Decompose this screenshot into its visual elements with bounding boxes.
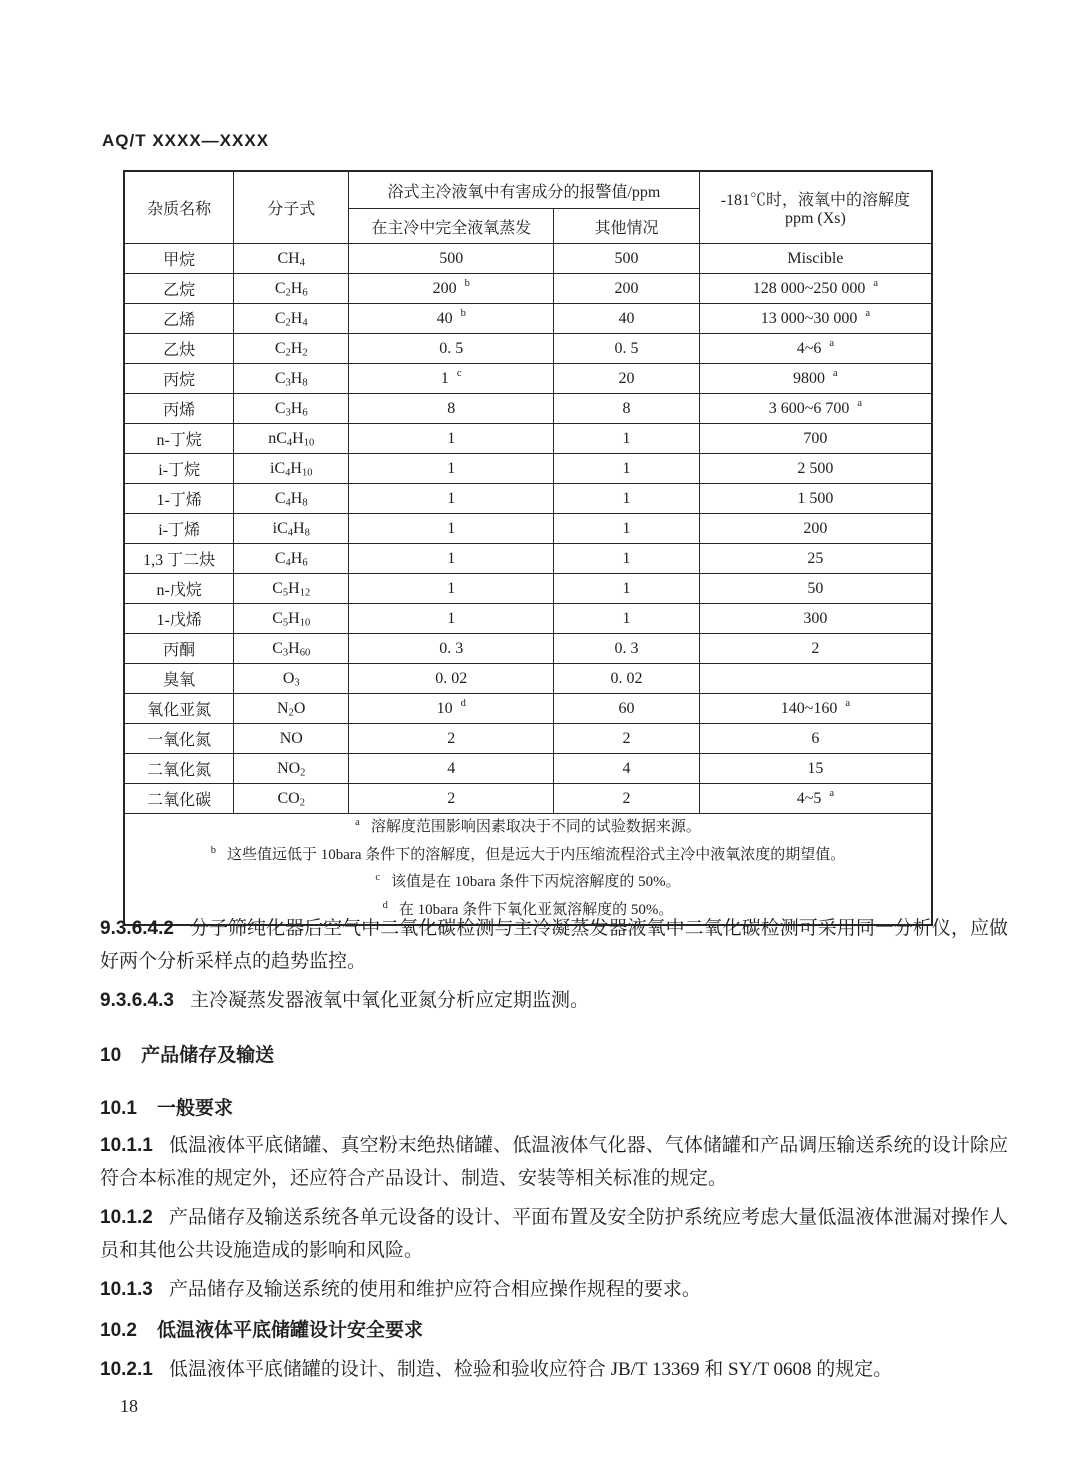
section-heading [100,1092,1008,1125]
clause-number: 10.1 [100,1098,137,1119]
col-header-full-evap: 在主冷中完全液氧蒸发 [349,209,554,244]
table-row [124,604,932,634]
cell-formula: $O_3$ [234,664,349,694]
cell-alarm-full-evap: 10 $^d$ [349,694,554,724]
table-row [124,454,932,484]
cell-alarm-full-evap: 200 $^b$ [349,274,554,304]
cell-formula: $C_4H_6$ [234,544,349,574]
cell-impurity-name: i-丁烷 [124,454,234,484]
col-header-impurity: 杂质名称 [124,171,234,244]
cell-formula: $iC_4H_{10}$ [234,454,349,484]
cell-alarm-other: 2 [554,784,699,814]
table-row [124,634,932,664]
cell-impurity-name: 二氧化碳 [124,784,234,814]
cell-formula: $N_2O$ [234,694,349,724]
page-number: 18 [120,1396,138,1416]
cell-impurity-name: 乙炔 [124,334,234,364]
clause-text: 产品储存及输送 [141,1045,275,1066]
cell-alarm-other: 200 [554,274,699,304]
cell-solubility: 2 500 [699,454,932,484]
footnote-mark: a [865,308,871,320]
cell-alarm-other: 60 [554,694,699,724]
cell-solubility: 25 [699,544,932,574]
impurity-alarm-table [123,170,933,926]
clause-text: 主冷凝蒸发器液氧中氧化亚氮分析应定期监测。 [189,990,589,1011]
cell-impurity-name: 甲烷 [124,244,234,274]
cell-impurity-name: 臭氧 [124,664,234,694]
cell-alarm-other: 8 [554,394,699,424]
table-row [124,514,932,544]
table-row [124,304,932,334]
clause-text: 低温液体平底储罐设计安全要求 [156,1320,423,1341]
clause-paragraph [100,984,1008,1017]
clause-number: 10 [100,1045,122,1066]
cell-impurity-name: i-丁烯 [124,514,234,544]
cell-impurity-name: n-戊烷 [124,574,234,604]
clause-paragraph [100,1353,1008,1386]
cell-alarm-full-evap: 1 [349,484,554,514]
cell-alarm-other: 20 [554,364,699,394]
cell-impurity-name: 乙烯 [124,304,234,334]
clause-number: 10.1.3 [100,1279,153,1300]
cell-solubility: 15 [699,754,932,784]
table-row [124,724,932,754]
col-header-other: 其他情况 [554,209,699,244]
table-row [124,664,932,694]
cell-alarm-other: 0. 3 [554,634,699,664]
cell-alarm-other: 2 [554,724,699,754]
cell-alarm-full-evap: 1 $^c$ [349,364,554,394]
cell-formula: $C_4H_8$ [234,484,349,514]
clause-number: 9.3.6.4.3 [100,990,174,1011]
table-body [124,244,932,814]
cell-solubility: 2 [699,634,932,664]
cell-formula: NO [234,724,349,754]
cell-solubility: 140~160 $^a$ [699,694,932,724]
footnote-mark: b [460,308,466,320]
cell-alarm-full-evap: 2 [349,724,554,754]
cell-solubility: 700 [699,424,932,454]
table-row [124,244,932,274]
table-row [124,394,932,424]
clause-paragraph [100,1201,1008,1267]
cell-impurity-name: 1-丁烯 [124,484,234,514]
cell-alarm-full-evap: 1 [349,544,554,574]
cell-alarm-other: 1 [554,514,699,544]
cell-alarm-full-evap: 1 [349,424,554,454]
footnote-text: 该值是在 10bara 条件下丙烷溶解度的 50%。 [391,874,681,890]
cell-alarm-other: 500 [554,244,699,274]
cell-solubility: 13 000~30 000 $^a$ [699,304,932,334]
cell-solubility: 6 [699,724,932,754]
footnote-text: 在 10bara 条件下氧化亚氮溶解度的 50%。 [398,901,674,918]
clause-text: 低温液体平底储罐、真空粉末绝热储罐、低温液体气化器、气体储罐和产品调压输送系统的设计除应符合本标准的规定外，还应符合产品设计、制造、安装等相关标准的规定。 [100,1135,1008,1189]
footnote-text: 溶解度范围影响因素取决于不同的试验数据来源。 [370,819,701,835]
footnote-mark: a [845,698,851,710]
cell-formula: $C_2H_6$ [234,274,349,304]
cell-formula: $nC_4H_{10}$ [234,424,349,454]
cell-impurity-name: 乙烷 [124,274,234,304]
cell-impurity-name: 丙烯 [124,394,234,424]
table-header [124,171,932,244]
table-row [124,574,932,604]
table-footnote [127,869,929,897]
cell-solubility: 200 [699,514,932,544]
cell-alarm-full-evap: 0. 5 [349,334,554,364]
footnote-mark: a [829,338,835,350]
table-footnote [127,814,929,842]
cell-alarm-full-evap: 0. 02 [349,664,554,694]
cell-formula: $CO_2$ [234,784,349,814]
cell-solubility: 4~6 $^a$ [699,334,932,364]
cell-alarm-other: 4 [554,754,699,784]
clause-number: 10.1.1 [100,1135,153,1156]
cell-formula: $C_5H_{10}$ [234,604,349,634]
cell-solubility: 9800 $^a$ [699,364,932,394]
footnote-mark: c [456,368,462,380]
cell-solubility: 4~5 $^a$ [699,784,932,814]
cell-impurity-name: 丙酮 [124,634,234,664]
cell-solubility: 1 500 [699,484,932,514]
cell-formula: $C_3H_6$ [234,394,349,424]
body-content [100,912,1008,1392]
col-header-solubility [699,171,932,244]
clause-text: 低温液体平底储罐的设计、制造、检验和验收应符合 JB/T 13369 和 SY/T 0608 的规定。 [168,1359,893,1380]
cell-solubility: 3 600~6 700 $^a$ [699,394,932,424]
table-row [124,784,932,814]
clause-text: 一般要求 [156,1098,233,1119]
cell-formula: $C_5H_{12}$ [234,574,349,604]
cell-impurity-name: 氧化亚氮 [124,694,234,724]
cell-alarm-other: 40 [554,304,699,334]
table-row [124,484,932,514]
cell-impurity-name: 一氧化氮 [124,724,234,754]
cell-alarm-other: 1 [554,604,699,634]
cell-formula: $C_2H_2$ [234,334,349,364]
footnote-mark: c [375,872,381,883]
table-footer [124,814,932,926]
cell-alarm-full-evap: 500 [349,244,554,274]
section-heading [100,1314,1008,1347]
cell-alarm-full-evap: 8 [349,394,554,424]
footnote-mark: a [833,368,838,380]
cell-alarm-full-evap: 4 [349,754,554,784]
cell-alarm-full-evap: 1 [349,574,554,604]
cell-alarm-other: 1 [554,454,699,484]
standard-code: AQ/T XXXX—XXXX [102,131,270,150]
cell-alarm-full-evap: 40 $^b$ [349,304,554,334]
cell-alarm-other: 1 [554,424,699,454]
cell-impurity-name: 1,3 丁二炔 [124,544,234,574]
table-row [124,274,932,304]
footnote-text: 这些值远低于 10bara 条件下的溶解度，但是远大于内压缩流程浴式主冷中液氧浓度的期望值。 [226,846,846,863]
cell-solubility: 50 [699,574,932,604]
clause-paragraph [100,1273,1008,1306]
table-row [124,694,932,724]
table-row [124,364,932,394]
cell-formula: $C_2H_4$ [234,304,349,334]
footnote-mark: a [829,788,835,800]
clause-text: 产品储存及输送系统的使用和维护应符合相应操作规程的要求。 [168,1279,701,1300]
cell-formula: $iC_4H_8$ [234,514,349,544]
col-header-formula: 分子式 [234,171,349,244]
cell-impurity-name: 1-戊烯 [124,604,234,634]
table-row [124,754,932,784]
cell-alarm-other: 0. 5 [554,334,699,364]
clause-text: 产品储存及输送系统各单元设备的设计、平面布置及安全防护系统应考虑大量低温液体泄漏对操作人员和其他公共设施造成的影响和风险。 [100,1207,1008,1261]
table-row [124,544,932,574]
cell-alarm-other: 0. 02 [554,664,699,694]
table-footnote [127,842,929,870]
clause-number: 10.1.2 [100,1207,153,1228]
table-row [124,334,932,364]
table-footnotes [124,814,932,926]
cell-alarm-full-evap: 2 [349,784,554,814]
cell-alarm-other: 1 [554,484,699,514]
clause-text: 分子筛纯化器后空气中二氧化碳检测与主冷凝蒸发器液氧中二氧化碳检测可采用同一分析仪，应做好两个分析采样点的趋势监控。 [100,918,1008,972]
cell-solubility: Miscible [699,244,932,274]
footnote-mark: d [460,698,466,710]
col-header-alarm-group: 浴式主冷液氧中有害成分的报警值/ppm [349,171,700,209]
cell-alarm-other: 1 [554,574,699,604]
clause-number: 10.2.1 [100,1359,153,1380]
cell-alarm-full-evap: 0. 3 [349,634,554,664]
clause-number: 10.2 [100,1320,137,1341]
cell-formula: $CH_4$ [234,244,349,274]
footnote-mark: a [873,278,879,290]
cell-solubility [699,664,932,694]
cell-impurity-name: n-丁烷 [124,424,234,454]
clause-paragraph [100,912,1008,978]
clause-number: 9.3.6.4.2 [100,918,174,939]
cell-impurity-name: 丙烷 [124,364,234,394]
col-header-solubility-line1: -181℃时，液氧中的溶解度 [720,192,911,209]
footnote-mark: a [857,398,863,410]
table-row [124,424,932,454]
cell-formula: $NO_2$ [234,754,349,784]
cell-impurity-name: 二氧化氮 [124,754,234,784]
cell-solubility: 300 [699,604,932,634]
cell-alarm-full-evap: 1 [349,454,554,484]
cell-formula: $C_3H_{60}$ [234,634,349,664]
col-header-solubility-line2: ppm (Xs) [784,210,846,227]
footnote-mark: b [210,844,216,856]
cell-solubility: 128 000~250 000 $^a$ [699,274,932,304]
cell-formula: $C_3H_8$ [234,364,349,394]
footnote-mark: b [464,278,470,290]
cell-alarm-other: 1 [554,544,699,574]
section-heading [100,1039,1008,1072]
footnote-mark: d [382,899,388,911]
clause-paragraph [100,1129,1008,1195]
footnote-mark: a [355,817,360,828]
cell-alarm-full-evap: 1 [349,514,554,544]
cell-alarm-full-evap: 1 [349,604,554,634]
